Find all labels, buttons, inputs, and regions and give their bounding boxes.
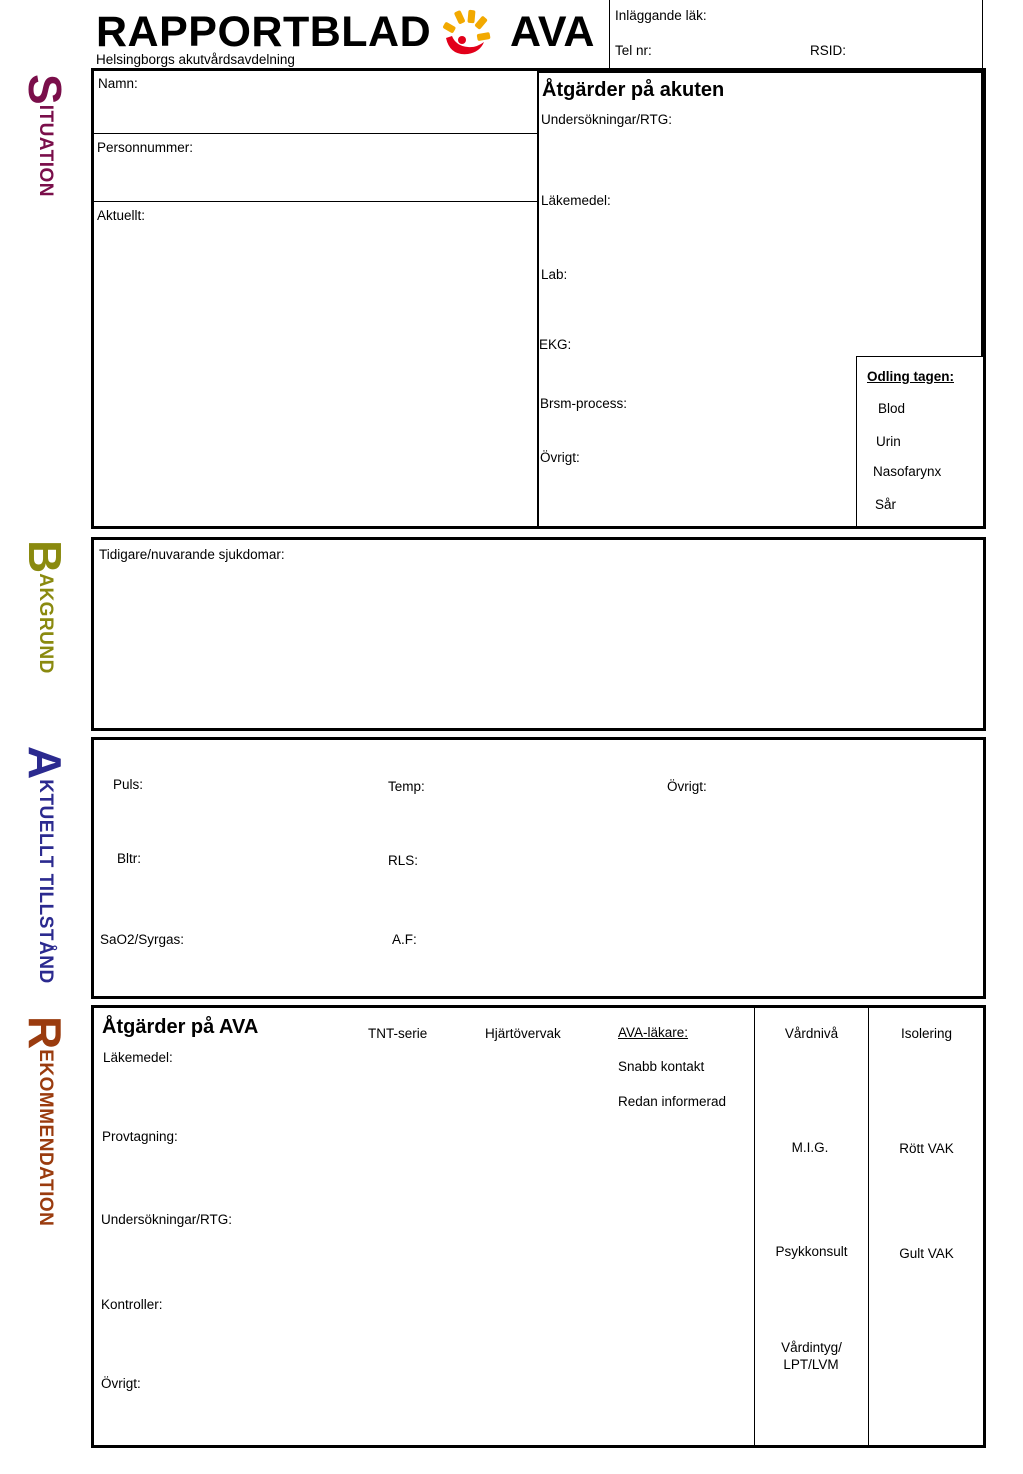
ava-ovrigt-field[interactable]: Övrigt: (101, 1376, 141, 1391)
rekommendation-side-title: REKOMMENDATION (19, 1016, 71, 1227)
temp-field[interactable]: Temp: (388, 779, 425, 794)
akuten-brsm-field[interactable]: Brsm-process: (540, 396, 628, 411)
aktuellt-tillstand-side-title: AKTUELLT TILLSTÅND (19, 746, 71, 984)
odling-heading: Odling tagen: (867, 369, 954, 384)
af-field[interactable]: A.F: (392, 932, 417, 947)
bakgrund-section (91, 537, 986, 731)
aktuellt-field[interactable]: Aktuellt: (97, 208, 146, 223)
odling-option-nasofarynx[interactable]: Nasofarynx (873, 464, 942, 479)
tillstand-ovrigt-field[interactable]: Övrigt: (667, 779, 707, 794)
namn-field[interactable]: Namn: (98, 76, 138, 91)
mig-option[interactable]: M.I.G. (791, 1140, 829, 1155)
rott-vak-option[interactable]: Rött VAK (899, 1141, 954, 1156)
rls-field[interactable]: RLS: (388, 853, 419, 868)
akuten-undersokningar-field[interactable]: Undersökningar/RTG: (541, 112, 673, 127)
bakgrund-side-title: BAKGRUND (19, 540, 71, 674)
psykkonsult-option[interactable]: Psykkonsult (775, 1244, 848, 1259)
tidigare-sjukdomar-field[interactable]: Tidigare/nuvarande sjukdomar: (99, 547, 285, 562)
situation-side-title: SITUATION (19, 74, 71, 197)
ava-lakemedel-field[interactable]: Läkemedel: (103, 1050, 173, 1065)
inlaggande-lak-label: Inläggande läk: (615, 8, 707, 23)
bltr-field[interactable]: Bltr: (117, 851, 142, 866)
snabb-kontakt-option[interactable]: Snabb kontakt (618, 1059, 705, 1074)
akuten-lakemedel-field[interactable]: Läkemedel: (541, 193, 611, 208)
odling-option-blod[interactable]: Blod (878, 401, 906, 416)
vardniva-heading: Vårdnivå (784, 1026, 839, 1041)
atgarder-akuten-heading: Åtgärder på akuten (542, 79, 725, 101)
atgarder-ava-heading: Åtgärder på AVA (102, 1016, 259, 1038)
isolering-heading: Isolering (900, 1026, 953, 1041)
unit-name: AVA (510, 8, 595, 56)
hospital-logo-icon (440, 8, 496, 60)
vardintyg-option-line1[interactable]: Vårdintyg/ (781, 1340, 842, 1355)
gult-vak-option[interactable]: Gult VAK (899, 1246, 954, 1261)
tel-nr-label: Tel nr: (615, 43, 652, 58)
puls-field[interactable]: Puls: (113, 777, 144, 792)
provtagning-field[interactable]: Provtagning: (102, 1129, 178, 1144)
akuten-ekg-field[interactable]: EKG: (539, 337, 572, 352)
tnt-serie-option[interactable]: TNT-serie (368, 1026, 428, 1041)
vardintyg-option-line2[interactable]: LPT/LVM (783, 1357, 839, 1372)
sao2-field[interactable]: SaO2/Syrgas: (100, 932, 185, 947)
odling-option-urin[interactable]: Urin (876, 434, 901, 449)
odling-option-sar[interactable]: Sår (875, 497, 897, 512)
personnummer-field[interactable]: Personnummer: (97, 140, 194, 155)
hospital-subtitle: Helsingborgs akutvårdsavdelning (96, 52, 295, 67)
ava-lakare-heading: AVA-läkare: (618, 1025, 689, 1040)
ava-undersokningar-field[interactable]: Undersökningar/RTG: (101, 1212, 233, 1227)
form-title: RAPPORTBLAD (96, 8, 432, 56)
akuten-ovrigt-field[interactable]: Övrigt: (540, 450, 580, 465)
hjartovervak-option[interactable]: Hjärtövervak (485, 1026, 561, 1041)
akuten-lab-field[interactable]: Lab: (541, 267, 568, 282)
rsid-label: RSID: (810, 43, 847, 58)
aktuellt-tillstand-section (91, 737, 986, 999)
kontroller-field[interactable]: Kontroller: (101, 1297, 163, 1312)
redan-informerad-option[interactable]: Redan informerad (618, 1094, 727, 1109)
